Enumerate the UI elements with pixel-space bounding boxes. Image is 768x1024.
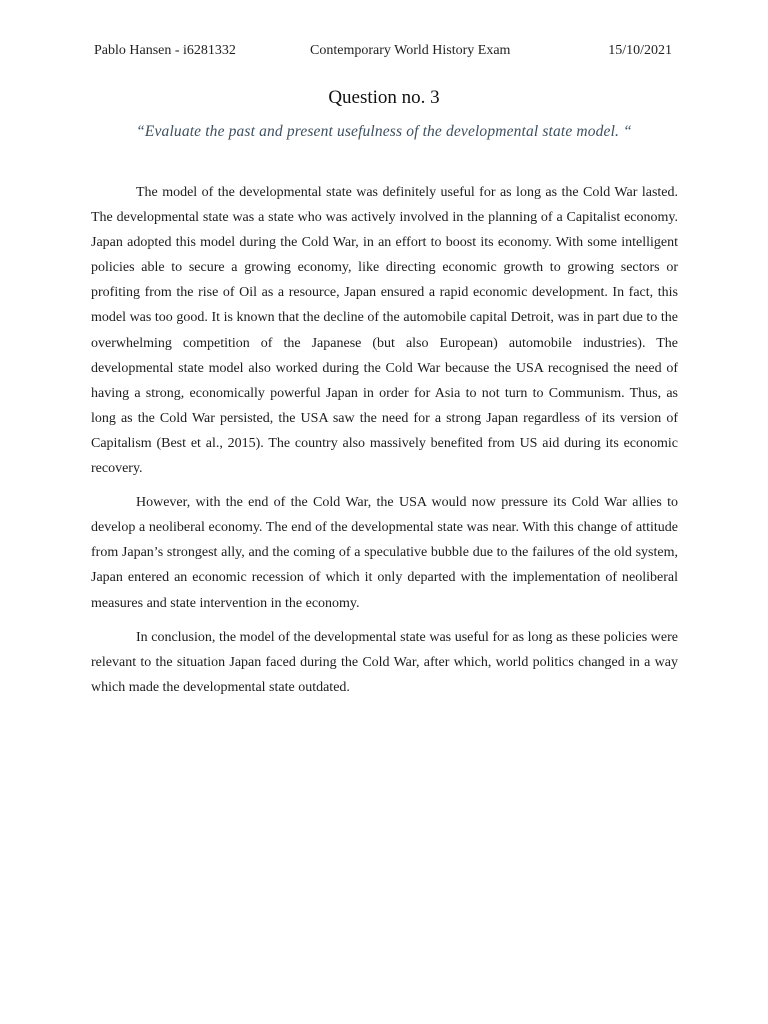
body-paragraph-2: However, with the end of the Cold War, the USA would now pressure its Cold War allies to develop a neoliberal economy. The end of the developmental state was near. With this change of attitude from Japan’s strongest ally, and the coming of a speculative bubble due to the failures of the old system, Japan entered an economic recession of which it only departed with the implementation of neoliberal measures and state intervention in the economy. bbox=[91, 495, 678, 611]
body-paragraph-3: In conclusion, the model of the developmental state was useful for as long as these policies were relevant to the situation Japan faced during the Cold War, after which, world politics changed in a way which made the developmental state outdated. bbox=[91, 629, 678, 695]
header-author: Pablo Hansen - i6281332 bbox=[94, 43, 236, 58]
header-date: 15/10/2021 bbox=[608, 43, 672, 58]
page-header bbox=[94, 41, 672, 61]
answer-body bbox=[91, 180, 678, 709]
body-paragraph-1: The model of the developmental state was definitely useful for as long as the Cold War lasted. The developmental state was a state who was actively involved in the planning of a Capitalist economy. Japan adopted this model during the Cold War, in an effort to boost its economy. With some intelligent policies able to secure a growing economy, like directing economic growth to growing sectors or profiting from the rise of Oil as a resource, Japan ensured a rapid economic development. In fact, this model was too good. It is known that the decline of the automobile capital Detroit, was in part due to the overwhelming competition of the Japanese (but also European) automobile industries). The developmental state model also worked during the Cold War because the USA recognised the need of having a strong, economically powerful Japan in order for Asia to not turn to Communism. Thus, as long as the Cold War persisted, the USA saw the need for a strong Japan regardless of its version of Capitalism (Best et al., 2015). The country also massively benefited from US aid during its economic recovery. bbox=[91, 185, 678, 477]
header-course: Contemporary World History Exam bbox=[310, 43, 511, 58]
question-title: Question no. 3 bbox=[328, 87, 440, 108]
question-prompt: “Evaluate the past and present usefulness of the developmental state model. “ bbox=[136, 123, 632, 140]
